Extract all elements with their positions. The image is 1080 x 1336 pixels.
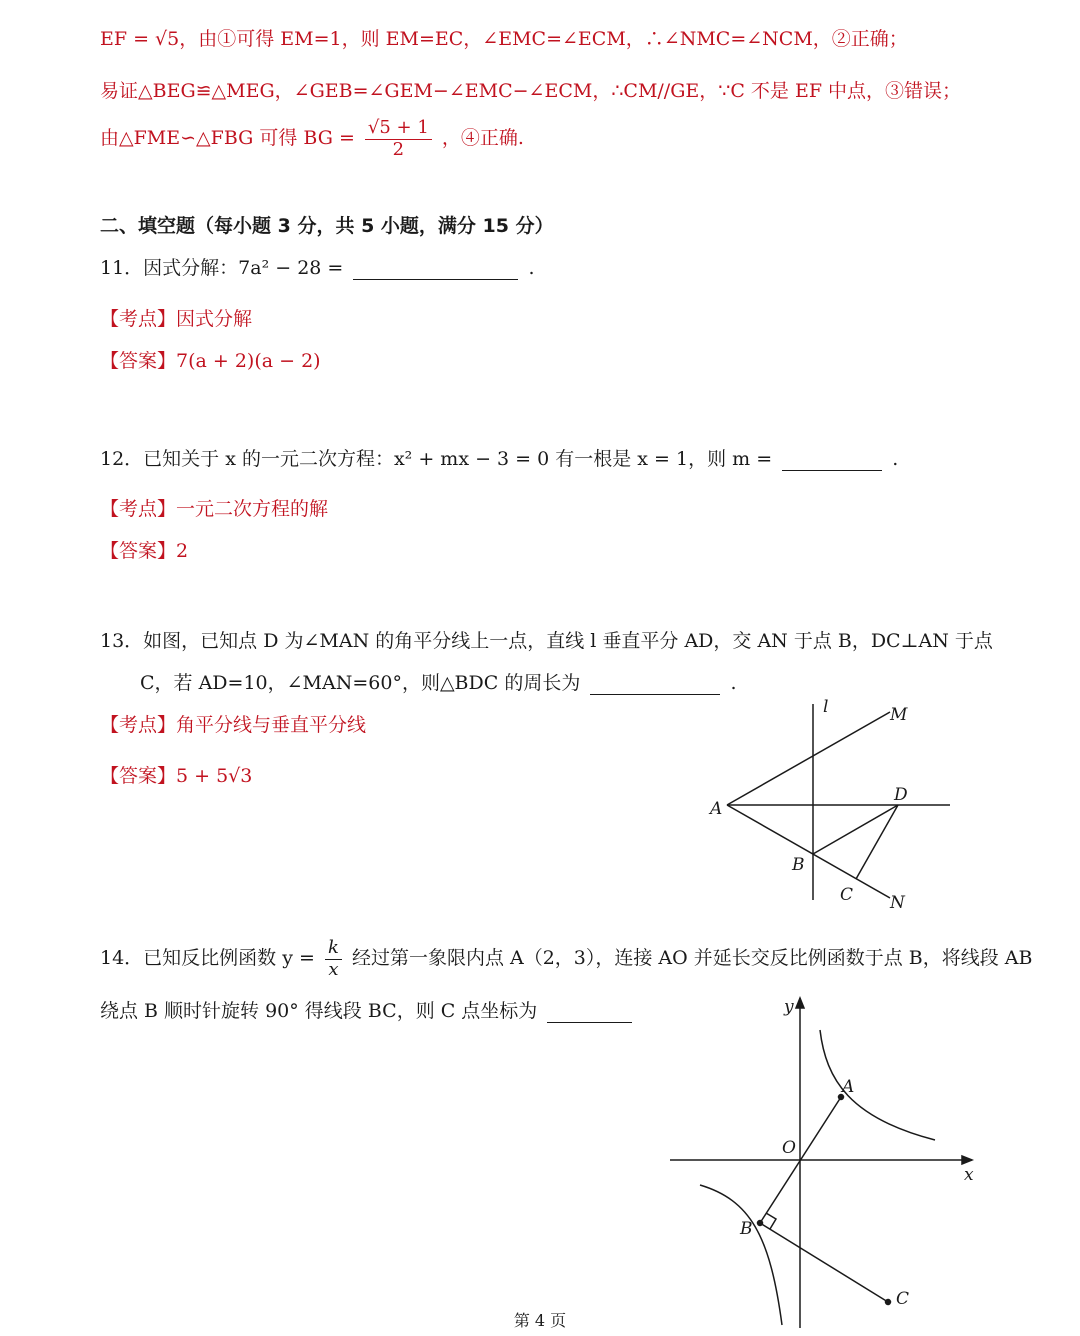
q11-stem: 11．因式分解：7a² − 28 =	[100, 257, 344, 279]
solution-line-2: 易证△BEG≌△MEG，∠GEB=∠GEM−∠EMC−∠ECM，∴CM//GE，∵C 不是 EF 中点，③错误；	[100, 80, 962, 102]
segment-bd	[813, 805, 898, 854]
q14-stem-2: 绕点 B 顺时针旋转 90° 得线段 BC，则 C 点坐标为	[100, 1000, 538, 1022]
q13-kaodian: 【考点】角平分线与垂直平分线	[100, 714, 367, 736]
q14-figure	[660, 990, 990, 1335]
q14-fraction-numerator: k	[325, 938, 342, 960]
ray-am	[727, 712, 890, 805]
label-c: C	[896, 1289, 910, 1309]
q12-kaodian: 【考点】一元二次方程的解	[100, 498, 329, 520]
label-d: D	[894, 785, 908, 805]
bg-fraction-denominator: 2	[392, 138, 405, 160]
bg-fraction-numerator: √5 + 1	[365, 118, 432, 140]
hyperbola-branch-1	[820, 1030, 935, 1140]
q14-fraction-denominator: x	[328, 958, 339, 980]
x-axis-arrow	[962, 1156, 972, 1164]
label-a: A	[842, 1077, 855, 1097]
q11-answer-blank[interactable]	[353, 261, 518, 280]
section-title: 二、填空题（每小题 3 分，共 5 小题，满分 15 分）	[100, 215, 554, 237]
solution-line-1: EF = √5，由①可得 EM=1，则 EM=EC，∠EMC=∠ECM，∴∠NMC=∠NCM，②正确；	[100, 28, 908, 50]
label-c: C	[840, 885, 854, 905]
label-b: B	[792, 855, 805, 875]
q13-stem-line-2	[140, 672, 736, 695]
q13-stem-2: C，若 AD=10，∠MAN=60°，则△BDC 的周长为	[140, 672, 581, 694]
label-m: M	[890, 705, 908, 725]
q12-stem: 12．已知关于 x 的一元二次方程：x² + mx − 3 = 0 有一根是 x = 1，则 m =	[100, 448, 773, 470]
q13-end: .	[730, 672, 737, 694]
segment-dc	[856, 805, 898, 879]
q14-stem-pre: 14．已知反比例函数 y =	[100, 947, 315, 970]
ray-an	[727, 805, 890, 898]
page-number: 第 4 页	[513, 1311, 567, 1330]
q12-end: .	[892, 448, 899, 470]
solution-line-3-pre: 由△FME∽△FBG 可得 BG =	[100, 127, 355, 150]
q12-answer: 【答案】2	[100, 540, 189, 562]
q14-fraction	[325, 938, 342, 980]
label-l: l	[823, 697, 829, 717]
q13-stem-line-1: 13．如图，已知点 D 为∠MAN 的角平分线上一点，直线 l 垂直平分 AD，交 AN 于点 B，DC⊥AN 于点	[100, 630, 993, 652]
label-b: B	[740, 1219, 753, 1239]
q13-answer: 【答案】5 + 5√3	[100, 765, 253, 787]
label-a: A	[710, 799, 723, 819]
point-c	[886, 1300, 891, 1305]
right-angle-mark	[766, 1213, 776, 1229]
hyperbola-branch-2	[700, 1185, 782, 1325]
segment-bc	[760, 1223, 888, 1302]
solution-line-3-post: ，④正确.	[441, 127, 524, 150]
q13-figure	[690, 690, 970, 920]
label-n: N	[890, 893, 905, 913]
label-o: O	[782, 1138, 796, 1158]
q11-answer: 【答案】7(a + 2)(a − 2)	[100, 350, 321, 372]
q11-end: .	[528, 257, 535, 279]
q14-answer-blank[interactable]	[547, 1004, 632, 1023]
y-axis-arrow	[796, 998, 804, 1008]
q11-stem-line	[100, 257, 535, 280]
bg-fraction	[365, 118, 432, 160]
point-b	[758, 1221, 763, 1226]
solution-line-3	[100, 118, 524, 160]
q11-kaodian: 【考点】因式分解	[100, 308, 253, 330]
q14-stem-line-1	[100, 938, 1032, 980]
label-x: x	[964, 1165, 974, 1185]
q14-stem-line-2	[100, 1000, 636, 1023]
q12-answer-blank[interactable]	[782, 452, 882, 471]
label-y: y	[784, 997, 794, 1017]
q14-stem-post: 经过第一象限内点 A（2，3），连接 AO 并延长交反比例函数于点 B，将线段 AB	[351, 947, 1033, 970]
q12-stem-line	[100, 448, 898, 471]
